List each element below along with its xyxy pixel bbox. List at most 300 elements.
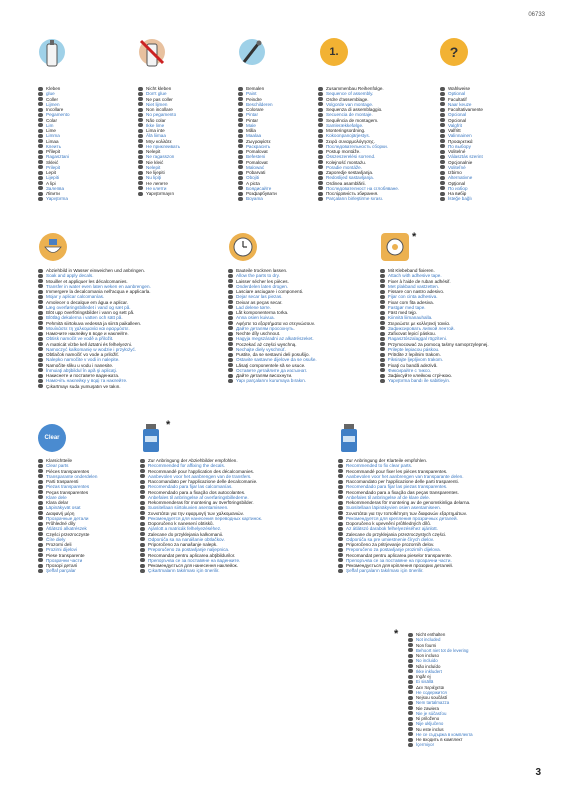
legend-text: Намочите наклейку в воде и наклейте. — [46, 331, 129, 336]
flag-sk-icon — [440, 171, 445, 175]
legend-text: Не клеїти — [146, 185, 167, 191]
flag-hr-icon — [38, 181, 43, 185]
legend-text: Colar — [46, 117, 57, 123]
legend-text: Suositellaan siirtokuvien asentamiseen. — [148, 505, 229, 511]
legend-text: Lăsaţi componentele să se usuce. — [236, 362, 306, 368]
flag-pl-icon — [228, 347, 233, 351]
legend-text: Çıkartmaların takılması için önerilir. — [148, 568, 220, 574]
legend-text: Behoort niet tot de levering — [416, 647, 469, 653]
legend-text: Klarsichtteile — [46, 458, 73, 463]
legend-text: Befesteni — [246, 154, 266, 160]
flag-dk-icon — [38, 123, 43, 127]
flag-gr-icon — [318, 144, 323, 148]
flag-se-icon — [140, 501, 145, 505]
legend-text: Zalecane do przyklejania przezroczystych części. — [346, 531, 447, 537]
legend-text: Ordinea asamblării. — [326, 180, 366, 186]
legend-text: Opcional — [448, 117, 467, 123]
flag-it-icon — [138, 113, 143, 117]
flag-gb-icon — [228, 274, 233, 278]
legend-text: Redoslijed sastavljanja. — [326, 175, 375, 181]
flag-fr-icon — [38, 97, 43, 101]
flag-pt-icon — [138, 118, 143, 122]
flag-no-icon — [380, 321, 385, 325]
flag-hu-icon — [318, 160, 323, 164]
flag-pl-icon — [38, 165, 43, 169]
legend-text: Kiinnitä liimanauhalla. — [388, 315, 433, 321]
flag-ru-icon — [140, 522, 145, 526]
legend-text: Raccomandato per l'applicazione delle decalcomanie. — [148, 479, 258, 484]
legend-line — [140, 568, 262, 573]
flag-ro-icon — [38, 558, 43, 562]
flag-si-icon — [38, 548, 43, 552]
legend-text: Klare dele — [46, 494, 67, 500]
flag-it-icon — [38, 485, 43, 489]
flag-ru-icon — [138, 150, 143, 154]
legend-text: Fiksirajte ljepljivom trakom. — [388, 357, 444, 363]
legend-line — [38, 384, 151, 389]
legend-text: Не се съдържа в комплекта — [416, 731, 473, 737]
flag-gb-icon — [140, 464, 145, 468]
legend-text: Non incollare — [146, 107, 173, 112]
legend-text: Parçaların birleştirme sırası. — [326, 196, 384, 202]
flag-fr-icon — [38, 279, 43, 283]
legend-text: Anbefales til anbringelse af overføringsbillederne. — [148, 494, 249, 500]
flag-pl-icon — [38, 347, 43, 351]
flag-sk-icon — [238, 171, 243, 175]
legend-text: No incluido — [416, 658, 438, 664]
flag-ru-icon — [440, 150, 445, 154]
legend-text: Opcional — [448, 112, 467, 118]
flag-pt-icon — [318, 118, 323, 122]
legend-text: A matricát vízbe kell áztatni és felhelyezni. — [46, 341, 133, 347]
no-glue-legend — [138, 86, 180, 196]
flag-ro-icon — [138, 186, 143, 190]
flag-no-icon — [228, 321, 233, 325]
legend-text: Blötläg dekalerna i vatten och sätt på. — [46, 315, 123, 321]
legend-text: Don't glue — [146, 91, 167, 97]
not-included-star: * — [394, 628, 399, 640]
flag-cz-icon — [38, 337, 43, 341]
flag-fi-icon — [138, 134, 143, 138]
legend-line — [408, 742, 473, 747]
flag-hu-icon — [238, 160, 243, 164]
legend-text: Peindre — [246, 96, 262, 102]
flag-gr-icon — [228, 326, 233, 330]
flag-ru-icon — [38, 150, 43, 154]
legend-text: Оставете детайлите да изсъхнат. — [236, 367, 307, 373]
flag-se-icon — [38, 311, 43, 315]
legend-text: Şeffaf parçalar — [46, 568, 76, 574]
flag-nl-icon — [38, 102, 43, 106]
legend-text: Prilepit — [46, 164, 61, 170]
flag-pl-icon — [338, 537, 343, 541]
flag-no-icon — [338, 511, 343, 515]
legend-text: A lipi — [46, 180, 56, 186]
language-list — [318, 86, 399, 202]
flag-no-icon — [38, 511, 43, 515]
legend-text: Συνιστάται για την εφαρμογή των χαλκομανιών. — [148, 510, 245, 516]
flag-nl-icon — [440, 102, 445, 106]
legend-text: Боядисайте — [246, 185, 272, 191]
legend-text: Ліпити — [46, 191, 60, 196]
legend-text: Фиксирайте с тиксо. — [388, 367, 432, 373]
language-list — [38, 458, 97, 574]
flag-nl-icon — [38, 474, 43, 478]
decal-fix-bottle-icon — [140, 422, 162, 454]
flag-pt-icon — [338, 490, 343, 494]
flag-de-icon — [238, 87, 243, 91]
flag-ua-icon — [38, 379, 43, 383]
legend-text: Soak and apply decals. — [46, 273, 94, 279]
legend-text: Ikke inkludert — [416, 668, 442, 674]
flag-cz-icon — [440, 155, 445, 159]
legend-text: Recomendado para a fixação dos autocolantes. — [148, 489, 246, 495]
legend-text: Raccomandato per l'applicazione delle parti trasparenti. — [346, 479, 459, 484]
legend-text: Parti trasparenti — [46, 479, 79, 484]
legend-text: Не лепете — [146, 180, 168, 186]
flag-nl-icon — [38, 284, 43, 288]
legend-text: Opcjonalnie — [448, 159, 473, 165]
flag-hu-icon — [338, 532, 343, 536]
legend-text: Malować — [246, 164, 265, 170]
legend-text: Összeszerelési sorrend. — [326, 154, 376, 160]
flag-gb-icon — [318, 92, 323, 96]
legend-text: Ordre d'assemblage. — [326, 96, 369, 102]
flag-ua-icon — [38, 197, 43, 201]
flag-pt-icon — [140, 490, 145, 494]
flag-hr-icon — [38, 553, 43, 557]
legend-text: Не содержится — [416, 689, 447, 695]
language-list — [228, 268, 317, 384]
legend-text: Nicht enthalten — [416, 632, 446, 637]
legend-text: glue — [46, 91, 55, 97]
legend-text: Peças transparentes — [46, 489, 89, 495]
flag-gr-icon — [440, 144, 445, 148]
flag-dk-icon — [338, 495, 343, 499]
flag-fr-icon — [138, 97, 143, 101]
legend-text: Dejar secar las piezas. — [236, 294, 283, 300]
flag-no-icon — [38, 139, 43, 143]
legend-text: Клеить — [46, 143, 61, 149]
legend-text: Pustite, da se sestavni deli posušijo. — [236, 352, 310, 357]
legend-text: Прозрачни части — [46, 557, 83, 563]
legend-text: Nie je súčasťou — [416, 710, 447, 716]
legend-text: Secuencia de montaje. — [326, 112, 373, 118]
clear-parts-icon: Clear — [38, 424, 66, 452]
legend-text: Recomendado para fijar las piezas transparentes. — [346, 484, 448, 490]
flag-se-icon — [318, 129, 323, 133]
flag-pt-icon — [38, 300, 43, 304]
flag-gb-icon — [338, 464, 343, 468]
legend-text: Pintar — [246, 112, 259, 118]
legend-text: Залепва — [46, 185, 64, 191]
flag-dk-icon — [318, 123, 323, 127]
flag-pl-icon — [408, 711, 413, 715]
flag-se-icon — [38, 129, 43, 133]
flag-de-icon — [38, 459, 43, 463]
flag-ro-icon — [408, 732, 413, 736]
legend-text: Не входить в комплект — [416, 737, 463, 742]
flag-es-icon — [238, 108, 243, 112]
legend-text: Průhledné díly — [46, 521, 76, 526]
flag-gr-icon — [138, 144, 143, 148]
legend-text: Deixar as peças secar. — [236, 299, 283, 305]
flag-se-icon — [408, 675, 413, 679]
flag-it-icon — [38, 113, 43, 117]
flag-gr-icon — [238, 144, 243, 148]
legend-text: Opţional — [448, 180, 466, 186]
legend-text: Рекомендуется для нанесения переводных картинок. — [148, 515, 263, 521]
legend-text: Izbirno — [448, 170, 462, 175]
flag-hu-icon — [138, 160, 143, 164]
legend-text: Namoczyć kalkomanię w wodzie i przyłożyć. — [46, 346, 137, 352]
legend-text: Rekommenderas för montering av de genomskinliga delarna. — [346, 500, 471, 505]
legend-text: Препоръчва се за поставяне на ваденките. — [148, 557, 241, 563]
flag-bg-icon — [380, 374, 385, 378]
flag-ua-icon — [408, 743, 413, 747]
flag-tr-icon — [38, 384, 43, 388]
glue-tube-icon — [38, 38, 66, 76]
paint-legend — [238, 86, 277, 202]
legend-text: Facoltativamente — [448, 107, 483, 112]
legend-text: Måla — [246, 128, 256, 133]
legend-text: Зафіксуйте клейкою стрічкою. — [388, 373, 453, 378]
legend-text: Nicht kleben — [146, 86, 172, 91]
flag-bg-icon — [338, 564, 343, 568]
flag-se-icon — [380, 311, 385, 315]
legend-text: Zaporedje sestavljanja. — [326, 170, 374, 175]
legend-text: Transparante onderdelen — [46, 473, 98, 479]
flag-ua-icon — [38, 569, 43, 573]
legend-text: Послідовність збирання. — [326, 191, 379, 196]
flag-no-icon — [440, 139, 445, 143]
legend-text: Nem tartalmazza — [416, 700, 450, 706]
flag-hr-icon — [238, 181, 243, 185]
flag-it-icon — [318, 113, 323, 117]
sequence-legend — [318, 86, 399, 202]
flag-it-icon — [228, 295, 233, 299]
flag-si-icon — [138, 176, 143, 180]
flag-ua-icon — [228, 379, 233, 383]
flag-ru-icon — [380, 332, 385, 336]
legend-line — [318, 196, 399, 201]
legend-text: Male — [246, 122, 256, 128]
legend-text: Pehmitä siirtokuva vedessä ja siirrä paikalleen. — [46, 320, 142, 326]
not-included-legend — [408, 632, 473, 748]
flag-dk-icon — [238, 123, 243, 127]
legend-text: Накиснете и поставете ваденката. — [46, 373, 120, 378]
flag-ru-icon — [238, 150, 243, 154]
legend-text: Incollare — [46, 107, 64, 112]
legend-text: Nechajte diely vyschnúť. — [236, 346, 286, 352]
flag-es-icon — [440, 108, 445, 112]
legend-line — [38, 568, 97, 573]
language-list — [138, 86, 180, 196]
flag-cz-icon — [408, 701, 413, 705]
legend-text: Recomandat pentru aplicarea pieselor transparente. — [346, 552, 452, 558]
flag-ua-icon — [338, 569, 343, 573]
legend-text: Samlerækkefølge. — [326, 122, 364, 128]
legend-text: Läpinäkyvät osat — [46, 505, 81, 511]
flag-bg-icon — [138, 192, 143, 196]
legend-text: Не приклеивать — [146, 143, 180, 149]
flag-ru-icon — [228, 332, 233, 336]
flag-de-icon — [38, 87, 43, 91]
legend-text: Ragasztani — [46, 154, 69, 160]
flag-ua-icon — [380, 379, 385, 383]
legend-text: Aanbevolen voor het aanbrengen van de transfers. — [148, 473, 252, 479]
flag-se-icon — [138, 129, 143, 133]
legend-text: Nalepko namočite v vodi in nalepite. — [46, 357, 120, 363]
legend-text: Az átlátszó darabok felhelyezéséhez ajánlott. — [346, 526, 438, 532]
legend-text: Mit Klebeband fixieren. — [388, 268, 435, 273]
tape-roll-icon — [380, 232, 410, 262]
flag-de-icon — [318, 87, 323, 91]
legend-text: По выбору — [448, 143, 471, 149]
flag-it-icon — [380, 295, 385, 299]
flag-gb-icon — [440, 92, 445, 96]
legend-text: Laisser sécher les pièces. — [236, 278, 289, 284]
flag-it-icon — [408, 659, 413, 663]
legend-text: Not included — [416, 637, 441, 643]
flag-sk-icon — [138, 171, 143, 175]
flag-se-icon — [228, 311, 233, 315]
flag-no-icon — [238, 139, 243, 143]
flag-ro-icon — [380, 368, 385, 372]
legend-text: Lijepiti — [46, 175, 60, 181]
flag-bg-icon — [140, 564, 145, 568]
legend-text: Yapıştırma — [46, 196, 68, 202]
flag-se-icon — [38, 501, 43, 505]
legend-line — [138, 191, 180, 196]
legend-text: Pegamento — [46, 112, 70, 118]
flag-sk-icon — [140, 543, 145, 547]
legend-text: Paint — [246, 91, 257, 97]
legend-text: На вибір — [448, 191, 467, 196]
legend-text: İsteğe bağlı — [448, 196, 472, 202]
legend-text: Číre diely — [46, 536, 66, 542]
flag-bg-icon — [38, 192, 43, 196]
flag-sk-icon — [318, 171, 323, 175]
flag-hr-icon — [140, 553, 145, 557]
legend-text: Prilepte lepiacou páskou. — [388, 346, 440, 352]
legend-text: Bauteile trocknen lassen. — [236, 268, 288, 273]
flag-sk-icon — [338, 543, 343, 547]
question-mark-icon: ? — [440, 38, 468, 66]
legend-text: Priporočeno za pritrjevanje prozornih delov. — [346, 542, 435, 547]
flag-sk-icon — [408, 717, 413, 721]
legend-text: Poczekać aż części wyschną. — [236, 341, 297, 347]
flag-fr-icon — [338, 469, 343, 473]
legend-line — [38, 196, 70, 201]
flag-fr-icon — [318, 97, 323, 101]
legend-text: Allow the parts to dry. — [236, 273, 280, 279]
legend-text: Valgfrit — [448, 122, 462, 128]
flag-si-icon — [38, 176, 43, 180]
flag-fr-icon — [238, 97, 243, 101]
flag-hu-icon — [38, 160, 43, 164]
legend-text: Limma — [46, 133, 60, 139]
legend-text: Sequenza di assemblaggio. — [326, 107, 383, 112]
flag-pt-icon — [38, 490, 43, 494]
flag-fr-icon — [38, 469, 43, 473]
legend-text: Non incluso — [416, 653, 439, 658]
flag-cz-icon — [380, 337, 385, 341]
legend-text: Preporučeno za postavljanje prozirnih dijelova. — [346, 547, 441, 553]
flag-de-icon — [338, 459, 343, 463]
legend-text: Non fourni — [416, 642, 437, 648]
flag-bg-icon — [38, 374, 43, 378]
step-number-icon: 1. — [320, 38, 348, 66]
legend-text: Nejsou součástí — [416, 695, 448, 700]
flag-gr-icon — [38, 144, 43, 148]
legend-text: Pintar — [246, 117, 259, 123]
flag-de-icon — [140, 459, 145, 463]
legend-text: Klara delar — [46, 500, 69, 505]
legend-text: Coller — [46, 96, 58, 102]
flag-pl-icon — [238, 165, 243, 169]
flag-fi-icon — [38, 316, 43, 320]
language-list — [408, 632, 473, 748]
legend-text: Recomendado para a fixação das peças transparentes. — [346, 489, 459, 495]
flag-se-icon — [238, 129, 243, 133]
flag-cz-icon — [138, 155, 143, 159]
legend-text: Зафиксировать липкой лентой. — [388, 325, 455, 331]
legend-text: Ikke lime — [146, 122, 165, 128]
flag-no-icon — [38, 321, 43, 325]
flag-de-icon — [380, 269, 385, 273]
flag-se-icon — [440, 129, 445, 133]
legend-text: Lijmen — [46, 101, 60, 107]
legend-text: Препоръчва се за поставяне на прозрачни части. — [346, 557, 452, 563]
legend-text: Hagyja megszáradni az alkatrészeket. — [236, 336, 314, 342]
flag-gb-icon — [380, 274, 385, 278]
legend-text: Στερεώστε με κολλητική ταινία. — [388, 320, 451, 326]
legend-text: A picta — [246, 180, 260, 186]
not-included-star: * — [412, 231, 417, 243]
flag-fr-icon — [408, 643, 413, 647]
flag-pt-icon — [238, 118, 243, 122]
paintbrush-icon — [238, 38, 266, 76]
flag-de-icon — [408, 633, 413, 637]
flag-ro-icon — [238, 186, 243, 190]
legend-text: Προαιρετικά — [448, 138, 473, 144]
legend-text: Fastgør med tape. — [388, 304, 426, 310]
flag-sk-icon — [38, 171, 43, 175]
flag-gb-icon — [38, 464, 43, 468]
legend-text: Piese transparente — [46, 552, 85, 558]
flag-gb-icon — [38, 274, 43, 278]
flag-ua-icon — [238, 197, 243, 201]
flag-hu-icon — [408, 706, 413, 710]
flag-nl-icon — [380, 284, 385, 288]
legend-text: Pobarvati — [246, 170, 266, 175]
legend-text: Lepit — [46, 170, 56, 175]
language-list — [238, 86, 277, 202]
flag-it-icon — [338, 485, 343, 489]
flag-pl-icon — [318, 165, 323, 169]
flag-gb-icon — [408, 638, 413, 642]
legend-text: Transfer in water even laten weken en aanbrengen. — [46, 283, 151, 289]
flag-cz-icon — [228, 337, 233, 341]
legend-text: Poradie montáže. — [326, 164, 363, 170]
legend-text: Fäst med tejp. — [388, 310, 418, 315]
flag-pt-icon — [228, 300, 233, 304]
legend-text: Διαφανή μέρη — [46, 510, 75, 516]
legend-text: Δεν περιέχεται — [416, 684, 445, 690]
flag-fi-icon — [318, 134, 323, 138]
legend-text: Bemalen — [246, 86, 265, 91]
